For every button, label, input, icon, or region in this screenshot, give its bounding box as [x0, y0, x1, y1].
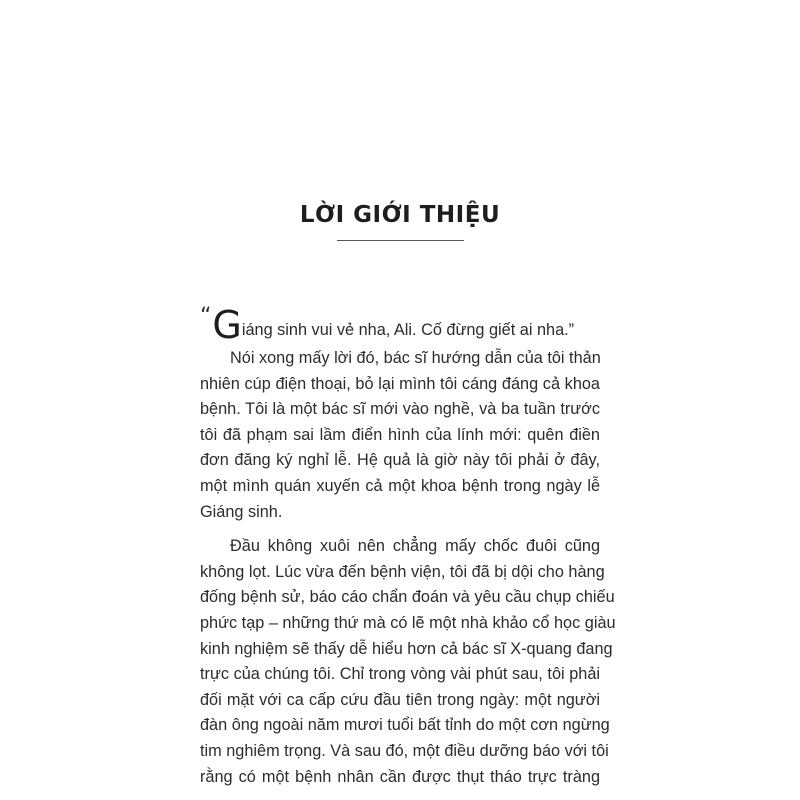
text-line: đối mặt với ca cấp cứu đầu tiên trong ngày: một người	[200, 690, 600, 709]
text-line: rằng có một bệnh nhân cần được thụt tháo trực tràng	[200, 767, 600, 786]
text-line: bệnh. Tôi là một bác sĩ mới vào nghề, và ba tuần trước	[200, 400, 600, 419]
text-line: tôi đã phạm sai lầm điển hình của lính mới: quên điền	[200, 425, 600, 444]
text-line: đàn ông ngoài năm mươi tuổi bất tỉnh do một cơn ngừng	[200, 716, 610, 735]
opening-quote-line	[200, 297, 600, 347]
paragraph-1	[200, 346, 600, 525]
text-line: phức tạp – những thứ mà có lẽ một nhà khảo cổ học giàu	[200, 613, 616, 632]
text-line: một mình quán xuyến cả một khoa bệnh trong ngày lễ	[200, 476, 600, 495]
text-line: nhiên cúp điện thoại, bỏ lại mình tôi cáng đáng cả khoa	[200, 374, 600, 393]
opening-quote-text: iáng sinh vui vẻ nha, Ali. Cố đừng giết ai nha.”	[241, 321, 575, 339]
text-line: đống bệnh sử, báo cáo chẩn đoán và yêu cầu chụp chiếu	[200, 588, 615, 607]
opening-quote-mark: “	[200, 304, 212, 329]
text-line: Đầu không xuôi nên chẳng mấy chốc đuôi cũng	[230, 537, 600, 556]
text-line: đơn đăng ký nghỉ lễ. Hệ quả là giờ này tôi phải ở đây,	[200, 451, 600, 470]
chapter-title: LỜI GIỚI THIỆU	[299, 202, 501, 228]
text-line: không lọt. Lúc vừa đến bệnh viện, tôi đã bị dội cho hàng	[200, 562, 605, 581]
drop-cap-letter: G	[212, 303, 242, 347]
text-line: trực của chúng tôi. Chỉ trong vòng vài phút sau, tôi phải	[200, 665, 600, 684]
paragraph-spacer	[200, 525, 600, 534]
title-underline	[337, 240, 464, 241]
text-line: Nói xong mấy lời đó, bác sĩ hướng dẫn của tôi thản	[230, 349, 601, 367]
text-line: kinh nghiệm sẽ thấy dễ hiểu hơn cả bác sĩ X-quang đang	[200, 639, 613, 658]
text-line: tim nghiêm trọng. Và sau đó, một điều dưỡng báo với tôi	[200, 741, 609, 760]
body-text	[200, 297, 616, 790]
text-line: Giáng sinh.	[200, 502, 283, 521]
paragraph-2	[200, 534, 616, 790]
